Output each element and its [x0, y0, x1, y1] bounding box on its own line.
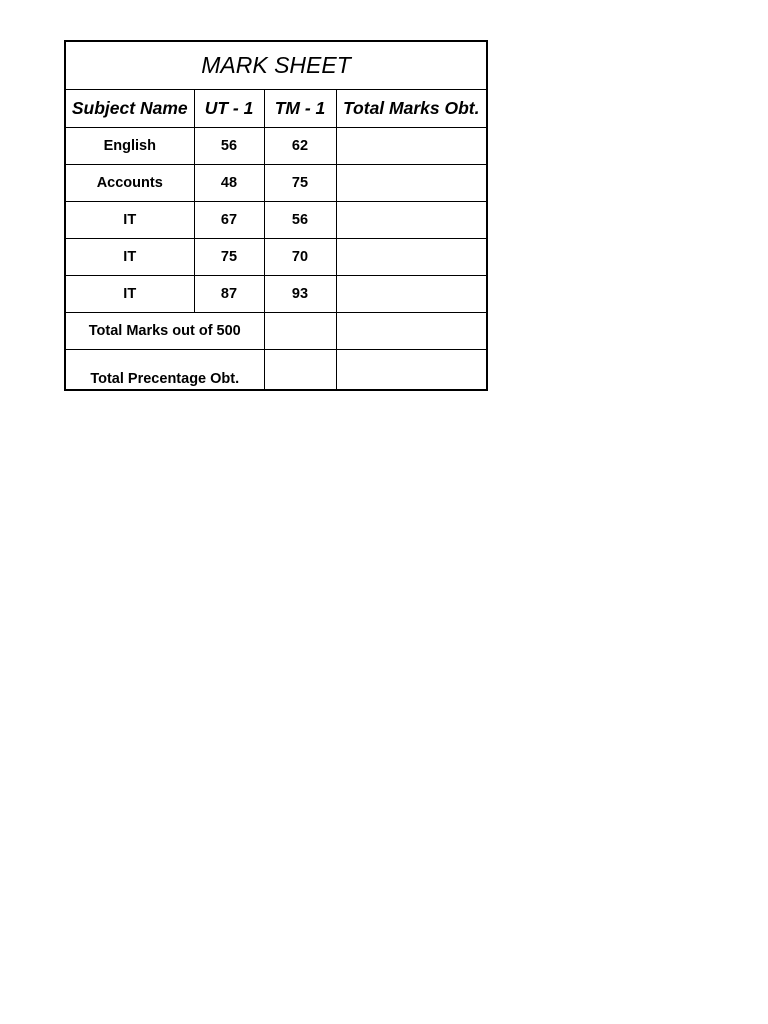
cell-tm: 70 [264, 239, 336, 276]
percentage-row [65, 350, 487, 391]
header-row [65, 90, 487, 128]
percentage-tm-cell [264, 350, 336, 391]
header-ut-1: UT - 1 [194, 90, 264, 128]
cell-subject: IT [65, 239, 194, 276]
cell-ut: 48 [194, 165, 264, 202]
total-marks-tm-cell [264, 313, 336, 350]
cell-tm: 56 [264, 202, 336, 239]
cell-total [336, 276, 487, 313]
table-row [65, 202, 487, 239]
sheet-title: MARK SHEET [65, 41, 487, 90]
cell-ut: 75 [194, 239, 264, 276]
cell-subject: IT [65, 202, 194, 239]
header-tm-1: TM - 1 [264, 90, 336, 128]
cell-ut: 87 [194, 276, 264, 313]
cell-total [336, 239, 487, 276]
cell-ut: 56 [194, 128, 264, 165]
total-marks-total-cell [336, 313, 487, 350]
table-row [65, 165, 487, 202]
cell-subject: IT [65, 276, 194, 313]
cell-subject: Accounts [65, 165, 194, 202]
percentage-total-cell [336, 350, 487, 391]
cell-total [336, 128, 487, 165]
table-row [65, 276, 487, 313]
cell-total [336, 165, 487, 202]
cell-tm: 93 [264, 276, 336, 313]
total-marks-row [65, 313, 487, 350]
header-total-marks-obt: Total Marks Obt. [336, 90, 487, 128]
title-row [65, 41, 487, 90]
cell-ut: 67 [194, 202, 264, 239]
cell-tm: 75 [264, 165, 336, 202]
mark-sheet-table [64, 40, 488, 391]
table-row [65, 239, 487, 276]
header-subject-name: Subject Name [65, 90, 194, 128]
cell-tm: 62 [264, 128, 336, 165]
table-row [65, 128, 487, 165]
percentage-label: Total Precentage Obt. [65, 350, 264, 391]
cell-subject: English [65, 128, 194, 165]
total-marks-label: Total Marks out of 500 [65, 313, 264, 350]
cell-total [336, 202, 487, 239]
